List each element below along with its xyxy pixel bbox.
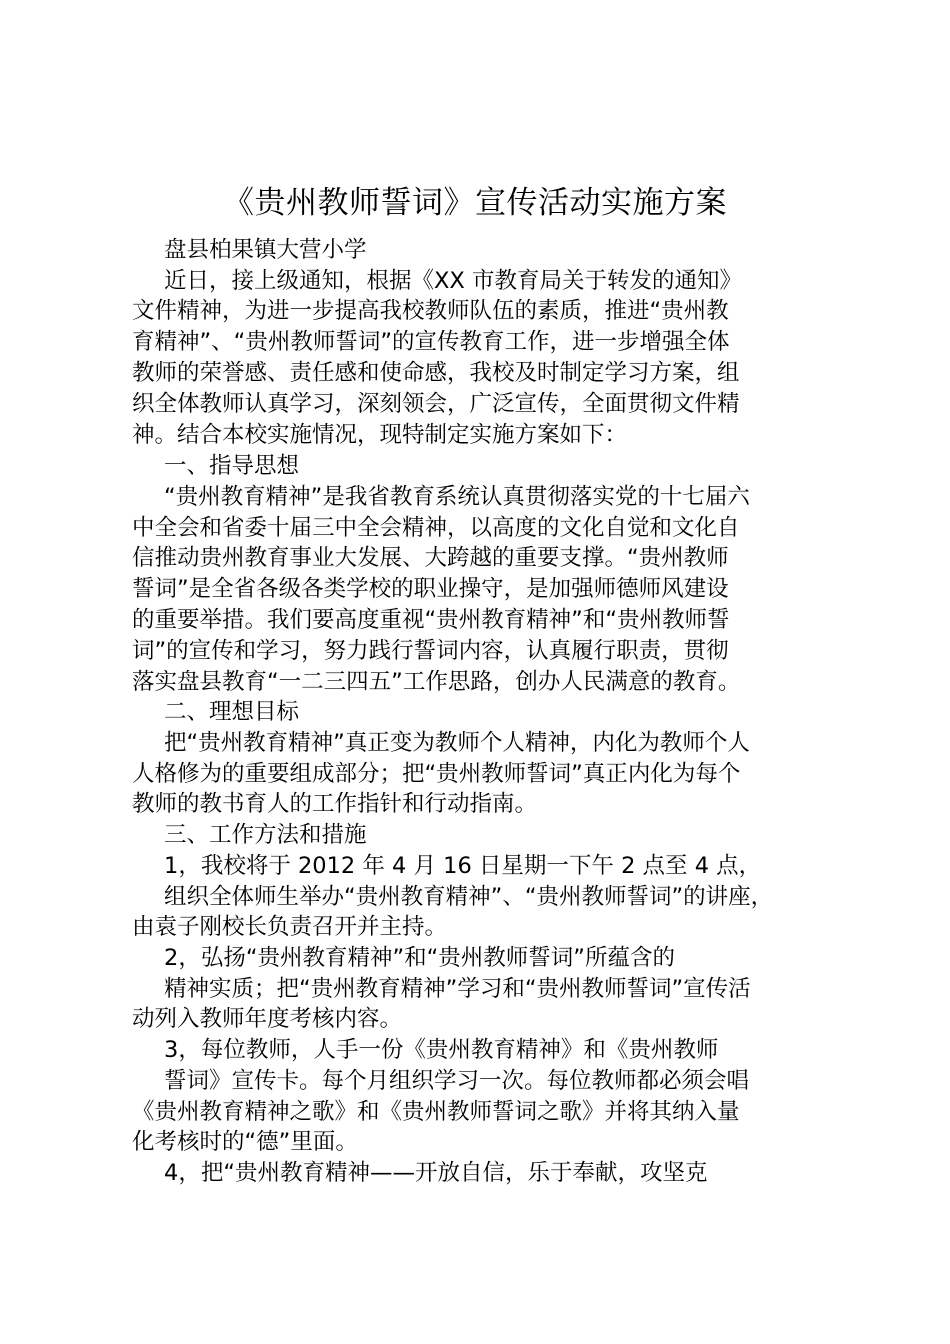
paragraph-line: 由袁子刚校长负责召开并主持。 bbox=[132, 914, 448, 940]
document-title: 《贵州教师誓词》宣传活动实施方案 bbox=[223, 185, 727, 221]
paragraph-line: 中全会和省委十届三中全会精神，以高度的文化自觉和文化自 bbox=[132, 515, 740, 541]
paragraph-line: 神。结合本校实施情况，现特制定实施方案如下： bbox=[132, 422, 628, 448]
paragraph-line: “贵州教育精神”是我省教育系统认真贯彻落实党的十七届六 bbox=[164, 484, 750, 510]
paragraph-line: 誓词》宣传卡。每个月组织学习一次。每位教师都必须会唱 bbox=[164, 1068, 750, 1094]
paragraph-line: 织全体教师认真学习，深刻领会，广泛宣传，全面贯彻文件精 bbox=[132, 391, 740, 417]
paragraph-line: 文件精神，为进一步提高我校教师队伍的素质，推进“贵州教 bbox=[132, 298, 729, 324]
paragraph-line: 3，每位教师，人手一份《贵州教育精神》和《贵州教师 bbox=[164, 1037, 719, 1063]
paragraph-line: 2，弘扬“贵州教育精神”和“贵州教师誓词”所蕴含的 bbox=[164, 945, 675, 971]
paragraph-line: 人格修为的重要组成部分；把“贵州教师誓词”真正内化为每个 bbox=[132, 761, 741, 787]
paragraph-line: 落实盘县教育“一二三四五”工作思路，创办人民满意的教育。 bbox=[132, 669, 741, 695]
paragraph-line: 誓词”是全省各级各类学校的职业操守，是加强师德师风建设 bbox=[132, 576, 729, 602]
paragraph-line: 组织全体师生举办“贵州教育精神”、“贵州教师誓词”的讲座， bbox=[164, 884, 774, 910]
paragraph-line: 信推动贵州教育事业大发展、大跨越的重要支撑。“贵州教师 bbox=[132, 545, 729, 571]
school-name: 盘县柏果镇大营小学 bbox=[164, 237, 367, 263]
section-heading: 三、工作方法和措施 bbox=[164, 822, 367, 848]
paragraph-line: 近日，接上级通知，根据《XX 市教育局关于转发的通知》 bbox=[164, 268, 742, 294]
paragraph-line: 教师的教书育人的工作指针和行动指南。 bbox=[132, 791, 538, 817]
paragraph-line: 词”的宣传和学习，努力践行誓词内容，认真履行职责，贯彻 bbox=[132, 638, 729, 664]
paragraph-line: 1，我校将于 2012 年 4 月 16 日星期一下午 2 点至 4 点， bbox=[164, 853, 762, 879]
section-heading: 一、指导思想 bbox=[164, 453, 300, 479]
paragraph-line: 教师的荣誉感、责任感和使命感，我校及时制定学习方案，组 bbox=[132, 360, 740, 386]
paragraph-line: 化考核时的“德”里面。 bbox=[132, 1129, 358, 1155]
section-heading: 二、理想目标 bbox=[164, 699, 300, 725]
paragraph-line: 动列入教师年度考核内容。 bbox=[132, 1006, 403, 1032]
paragraph-line: 精神实质；把“贵州教育精神”学习和“贵州教师誓词”宣传活 bbox=[164, 976, 751, 1002]
paragraph-line: 的重要举措。我们要高度重视“贵州教育精神”和“贵州教师誓 bbox=[132, 607, 730, 633]
paragraph-line: 育精神”、“贵州教师誓词”的宣传教育工作，进一步增强全体 bbox=[132, 329, 730, 355]
paragraph-line: 《贵州教育精神之歌》和《贵州教师誓词之歌》并将其纳入量 bbox=[132, 1099, 740, 1125]
paragraph-line: 4，把“贵州教育精神——开放自信，乐于奉献，攻坚克 bbox=[164, 1160, 708, 1186]
paragraph-line: 把“贵州教育精神”真正变为教师个人精神，内化为教师个人 bbox=[164, 730, 750, 756]
